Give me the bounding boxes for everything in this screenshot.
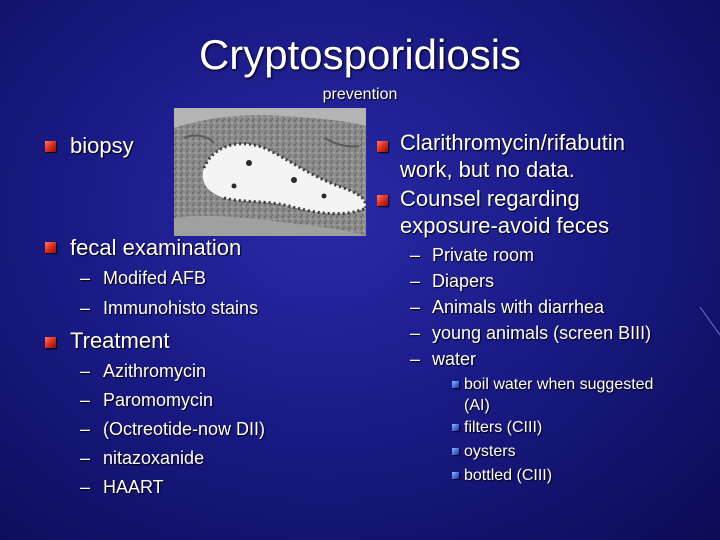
bullet-fecal-examination: fecal examination — [70, 235, 242, 260]
sub-item-nitazoxanide: nitazoxanide — [103, 448, 205, 468]
bullet-marker-bottled — [452, 472, 459, 479]
bullet-marker-treatment — [45, 337, 56, 348]
bullet-marker-filters — [452, 424, 459, 431]
bullet-counsel-line1: Counsel regarding — [400, 186, 580, 211]
dash-marker: – — [410, 271, 421, 291]
water-item-bottled: bottled (CIII) — [464, 467, 553, 484]
water-item-oysters: oysters — [464, 443, 516, 460]
bullet-marker-boil-water — [452, 381, 459, 388]
water-item-boil-line2: (AI) — [464, 397, 490, 414]
dash-marker: – — [410, 349, 421, 369]
sub-item-water: water — [432, 349, 477, 369]
dash-marker: – — [80, 298, 91, 318]
dash-marker: – — [80, 268, 91, 288]
bullet-clarithromycin-line2: work, but no data. — [400, 157, 575, 182]
bullet-marker-oysters — [452, 448, 459, 455]
decorative-line — [698, 305, 720, 345]
dash-marker: – — [410, 323, 421, 343]
dash-marker: – — [80, 390, 91, 410]
dash-marker: – — [410, 297, 421, 317]
dash-marker: – — [80, 361, 91, 381]
slide-subtitle: prevention — [322, 86, 398, 103]
dash-marker: – — [80, 419, 91, 439]
bullet-treatment: Treatment — [70, 328, 170, 353]
dash-marker: – — [80, 448, 91, 468]
bullet-clarithromycin-line1: Clarithromycin/rifabutin — [400, 130, 625, 155]
bullet-counsel-line2: exposure-avoid feces — [400, 213, 610, 238]
bullet-marker-counsel — [377, 195, 388, 206]
biopsy-micrograph-image — [174, 108, 366, 236]
bullet-marker-biopsy — [45, 141, 56, 152]
bullet-biopsy: biopsy — [70, 133, 134, 158]
sub-item-private-room: Private room — [432, 245, 535, 265]
sub-item-young-animals: young animals (screen BIII) — [432, 323, 652, 343]
slide-title: Cryptosporidiosis — [198, 31, 522, 78]
dash-marker: – — [410, 245, 421, 265]
sub-item-diapers: Diapers — [432, 271, 495, 291]
sub-item-haart: HAART — [103, 477, 164, 497]
dash-marker: – — [80, 477, 91, 497]
sub-item-octreotide: (Octreotide-now DII) — [103, 419, 266, 439]
sub-item-paromomycin: Paromomycin — [103, 390, 214, 410]
sub-item-modifed-afb: Modifed AFB — [103, 268, 207, 288]
water-item-filters: filters (CIII) — [464, 419, 543, 436]
water-item-boil-line1: boil water when suggested — [464, 376, 654, 393]
bullet-marker-fecal — [45, 242, 56, 253]
sub-item-azithromycin: Azithromycin — [103, 361, 207, 381]
sub-item-animals-diarrhea: Animals with diarrhea — [432, 297, 605, 317]
sub-item-immunohisto: Immunohisto stains — [103, 298, 259, 318]
bullet-marker-clarithromycin — [377, 141, 388, 152]
